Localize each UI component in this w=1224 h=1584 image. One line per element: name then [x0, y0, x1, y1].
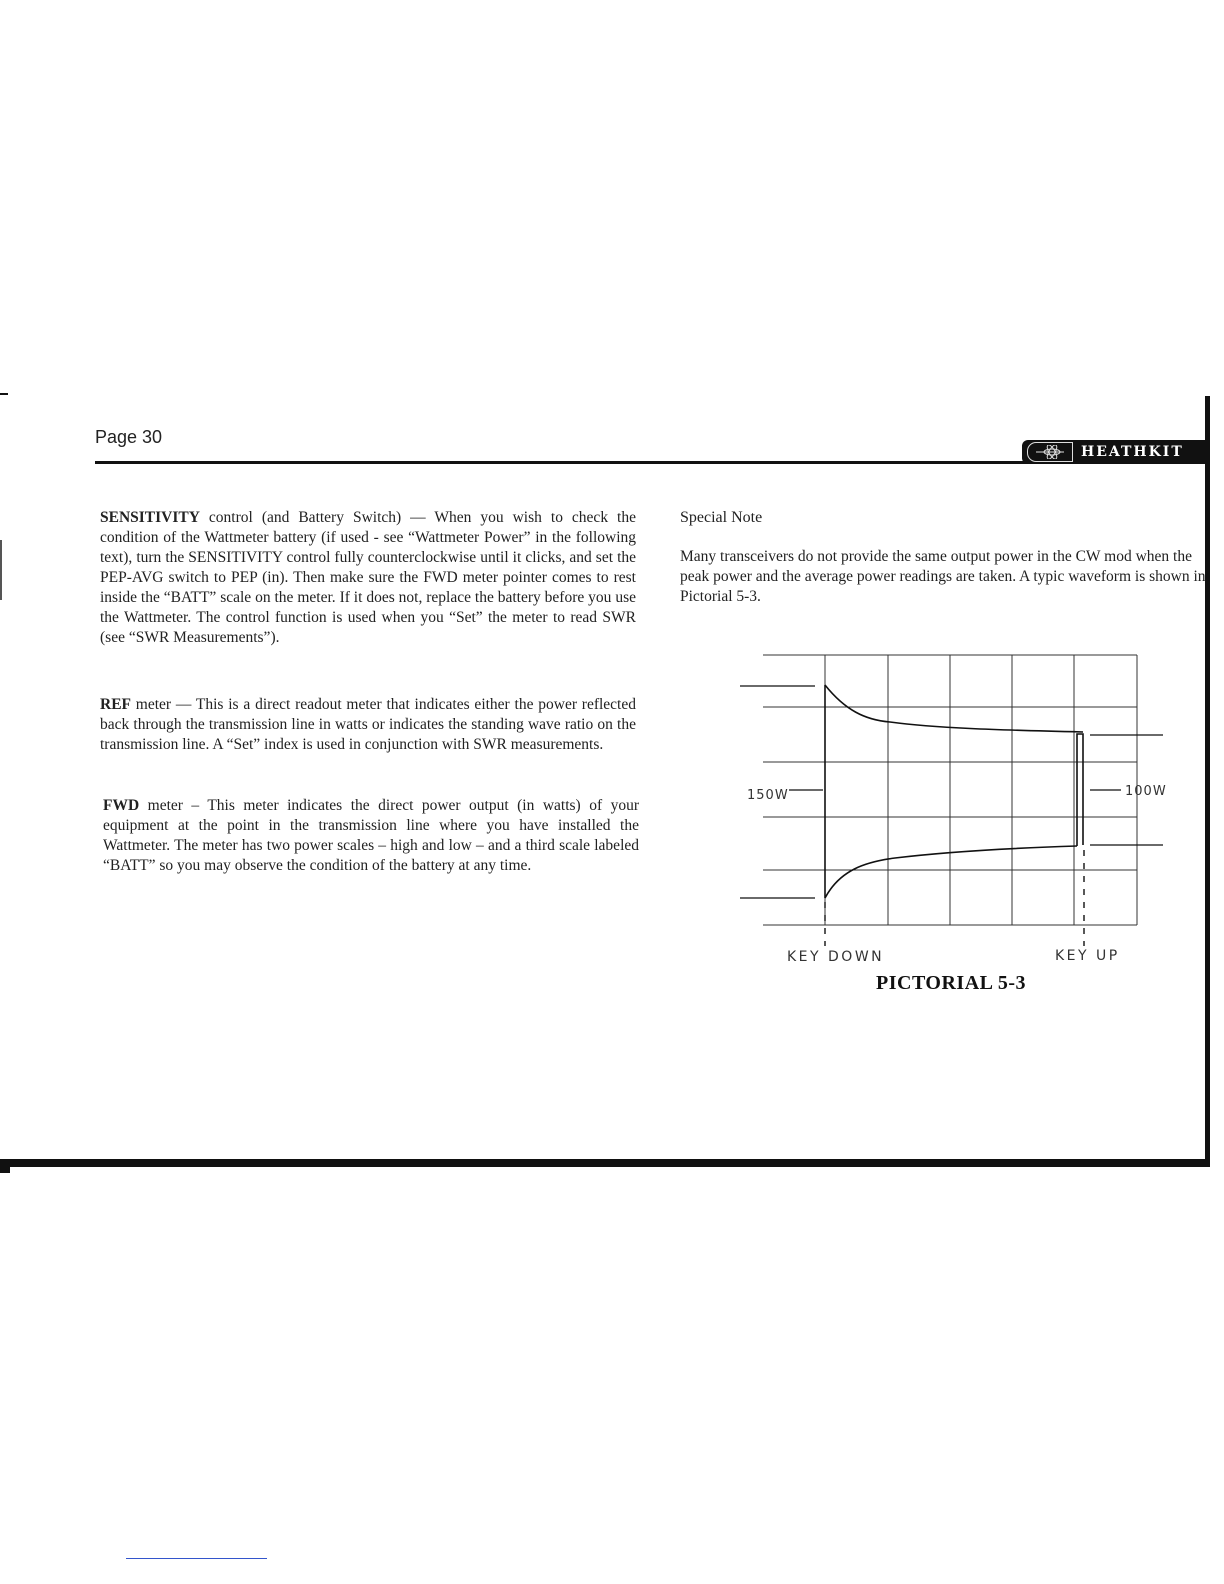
- fwd-meter-paragraph: [103, 796, 639, 876]
- sensitivity-paragraph: [100, 508, 636, 648]
- special-note-heading: Special Note: [680, 509, 763, 526]
- heathkit-logo: [1022, 440, 1208, 464]
- label-key-up: KEY UP: [1055, 948, 1120, 964]
- key-up-edge: [1077, 734, 1083, 846]
- figure-caption: PICTORIAL 5-3: [876, 972, 1027, 994]
- ref-meter-paragraph: [100, 695, 636, 755]
- upper-envelope: [825, 685, 1083, 732]
- crop-mark: [0, 393, 8, 395]
- right-border: [1205, 396, 1210, 1162]
- waveform-diagram: [735, 640, 1175, 970]
- sensitivity-text: control (and Battery Switch) — When you wish to check the condition of the Wattmeter battery (if used - see “Wattmeter Power” in the following text), turn the SENSITIVITY control fully counterclockwise until it clicks, and set the PEP-AVG switch to PEP (in). Then make sure the FWD meter pointer comes to rest inside the “BATT” scale on the meter. If it does not, replace the battery before you use the Wattmeter. The control function is used when you “Set” the meter to read SWR (see “SWR Measurements”).: [100, 509, 636, 646]
- fwd-text: meter – This meter indicates the direct power output (in watts) of your equipment at the point in the transmission line where you have installed the Wattmeter. The meter has two power scales – high and low – and a third scale labeled “BATT” so you may observe the condition of the battery at any time.: [103, 797, 639, 874]
- label-150w: 150W: [747, 788, 789, 803]
- waveform-envelope: [825, 685, 1083, 898]
- footer-rule: [0, 1159, 1210, 1167]
- waveform-figure: [735, 640, 1175, 975]
- ref-term: REF: [100, 696, 131, 713]
- label-100w: 100W: [1125, 784, 1167, 799]
- special-note-text: Many transceivers do not provide the same output power in the CW mod when the peak power and the average power readings are taken. A typic waveform is shown in Pictorial 5-3.: [680, 548, 1206, 605]
- scan-edge: [0, 540, 2, 600]
- ref-text: meter — This is a direct readout meter that indicates either the power reflected back through the transmission line in watts or indicates the standing wave ratio on the transmission line. A “Set” index is used in conjunction with SWR measurements.: [100, 696, 636, 753]
- lower-envelope: [825, 846, 1077, 898]
- fwd-term: FWD: [103, 797, 140, 814]
- label-key-down: KEY DOWN: [787, 949, 885, 965]
- footnote-line: [126, 1558, 267, 1559]
- sensitivity-term: SENSITIVITY: [100, 509, 200, 526]
- brand-name: HEATHKIT: [1081, 444, 1184, 460]
- level-markers: [740, 686, 1163, 898]
- page-number: Page 30: [95, 427, 163, 447]
- atom-emblem-icon: [1027, 442, 1073, 462]
